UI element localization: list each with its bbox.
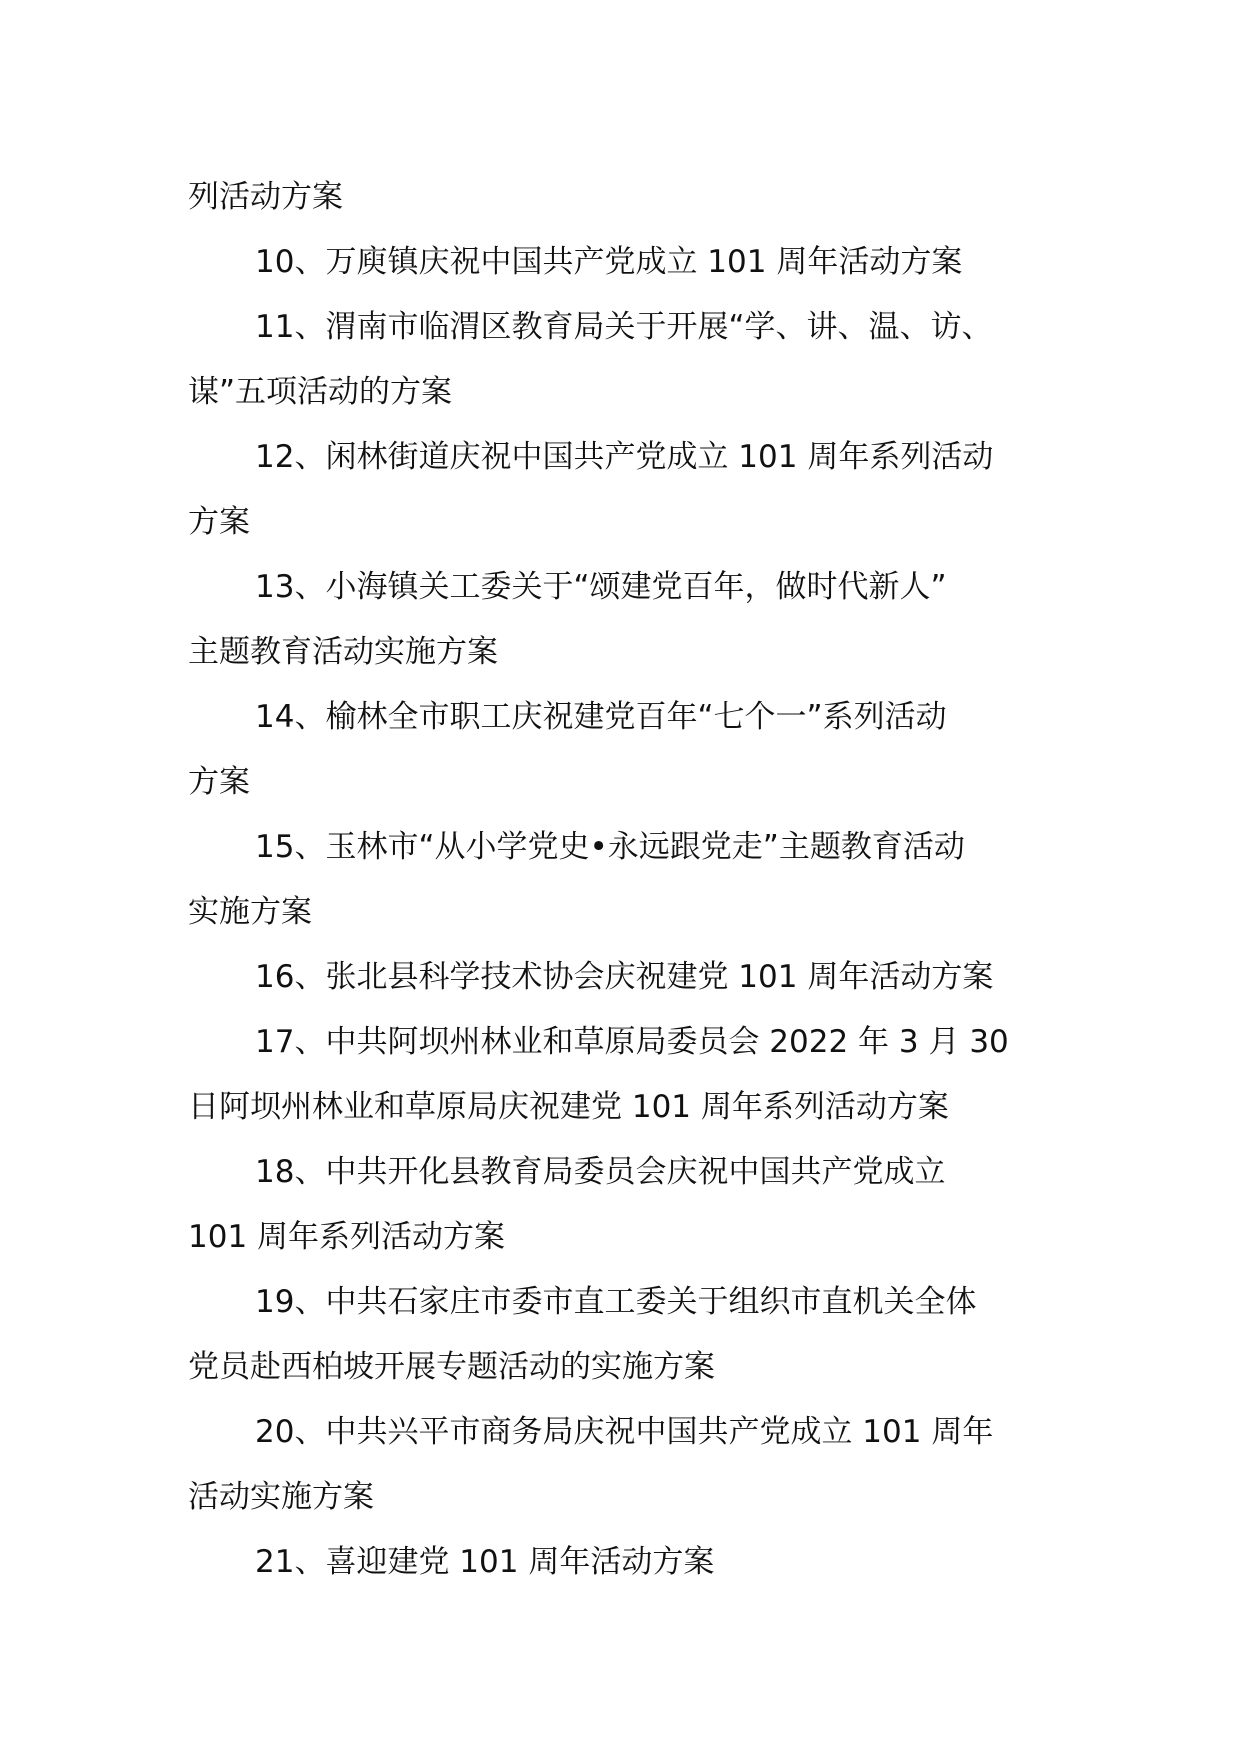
- list-item-19: 19、中共石家庄市委市直工委关于组织市直机关全体: [255, 1284, 977, 1320]
- list-item-12: 12、闲林街道庆祝中国共产党成立 101 周年系列活动: [255, 439, 994, 475]
- list-item-15: 15、玉林市“从小学党史•永远跟党走”主题教育活动: [255, 829, 965, 865]
- text-line: 方案: [188, 504, 250, 540]
- list-item-10: 10、万庾镇庆祝中国共产党成立 101 周年活动方案: [255, 244, 963, 280]
- list-item-13: 13、小海镇关工委关于“颂建党百年，做时代新人”: [255, 569, 947, 605]
- list-item-20: 20、中共兴平市商务局庆祝中国共产党成立 101 周年: [255, 1414, 994, 1450]
- text-line: 党员赴西柏坡开展专题活动的实施方案: [188, 1349, 715, 1385]
- document-body: [188, 165, 1073, 1595]
- text-line: 列活动方案: [188, 179, 343, 215]
- text-line: 101 周年系列活动方案: [188, 1219, 506, 1255]
- list-item-16: 16、张北县科学技术协会庆祝建党 101 周年活动方案: [255, 959, 994, 995]
- text-line: 方案: [188, 764, 250, 800]
- list-item-11: 11、渭南市临渭区教育局关于开展“学、讲、温、访、: [255, 309, 993, 345]
- text-line: 实施方案: [188, 894, 312, 930]
- list-item-17: 17、中共阿坝州林业和草原局委员会 2022 年 3 月 30: [255, 1024, 1009, 1060]
- text-line: 日阿坝州林业和草原局庆祝建党 101 周年系列活动方案: [188, 1089, 949, 1125]
- list-item-18: 18、中共开化县教育局委员会庆祝中国共产党成立: [255, 1154, 946, 1190]
- text-line: 主题教育活动实施方案: [188, 634, 498, 670]
- text-line: 活动实施方案: [188, 1479, 374, 1515]
- text-line: 谋”五项活动的方案: [188, 374, 453, 410]
- list-item-21: 21、喜迎建党 101 周年活动方案: [255, 1544, 715, 1580]
- list-item-14: 14、榆林全市职工庆祝建党百年“七个一”系列活动: [255, 699, 947, 735]
